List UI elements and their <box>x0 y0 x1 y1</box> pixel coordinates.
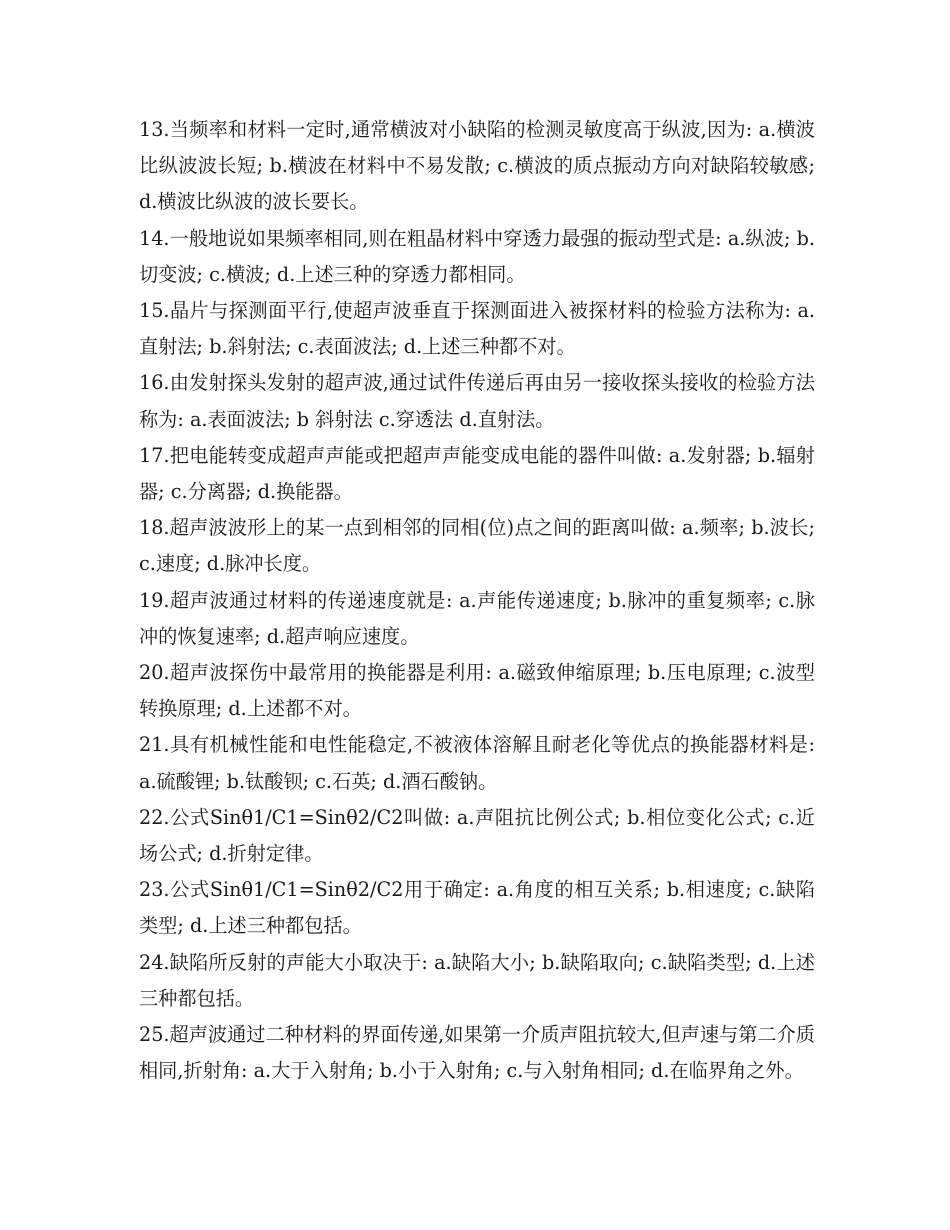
question-20: 20.超声波探伤中最常用的换能器是利用: a.磁致伸缩原理; b.压电原理; c.波型转换原理; d.上述都不对。 <box>139 661 815 721</box>
question-15: 15.晶片与探测面平行,使超声波垂直于探测面进入被探材料的检验方法称为: a.直射法; b.斜射法; c.表面波法; d.上述三种都不对。 <box>139 299 815 359</box>
question-21: 21.具有机械性能和电性能稳定,不被液体溶解且耐老化等优点的换能器材料是: a.硫酸锂; b.钛酸钡; c.石英; d.酒石酸钠。 <box>139 733 815 793</box>
question-23: 23.公式Sinθ1/C1=Sinθ2/C2用于确定: a.角度的相互关系; b.相速度; c.缺陷类型; d.上述三种都包括。 <box>139 878 815 938</box>
question-16: 16.由发射探头发射的超声波,通过试件传递后再由另一接收探头接收的检验方法称为: a.表面波法; b 斜射法 c.穿透法 d.直射法。 <box>139 371 815 431</box>
question-24: 24.缺陷所反射的声能大小取决于: a.缺陷大小; b.缺陷取向; c.缺陷类型; d.上述三种都包括。 <box>139 950 815 1010</box>
question-19: 19.超声波通过材料的传递速度就是: a.声能传递速度; b.脉冲的重复频率; c.脉冲的恢复速率; d.超声响应速度。 <box>139 588 815 648</box>
question-17: 17.把电能转变成超声声能或把超声声能变成电能的器件叫做: a.发射器; b.辐射器; c.分离器; d.换能器。 <box>139 443 815 504</box>
question-18: 18.超声波波形上的某一点到相邻的同相(位)点之间的距离叫做: a.频率; b.波长; c.速度; d.脉冲长度。 <box>139 516 815 576</box>
question-14: 14.一般地说如果频率相同,则在粗晶材料中穿透力最强的振动型式是: a.纵波; b.切变波; c.横波; d.上述三种的穿透力都相同。 <box>139 226 815 286</box>
question-22: 22.公式Sinθ1/C1=Sinθ2/C2叫做: a.声阻抗比例公式; b.相位变化公式; c.近场公式; d.折射定律。 <box>139 805 815 866</box>
document-page <box>139 112 815 1089</box>
question-25: 25.超声波通过二种材料的界面传递,如果第一介质声阻抗较大,但声速与第二介质相同,折射角: a.大于入射角; b.小于入射角; c.与入射角相同; d.在临界角之外。 <box>139 1023 815 1083</box>
question-13: 13.当频率和材料一定时,通常横波对小缺陷的检测灵敏度高于纵波,因为: a.横波比纵波波长短; b.横波在材料中不易发散; c.横波的质点振动方向对缺陷较敏感; d.横波比纵波的波长要长。 <box>139 118 815 214</box>
